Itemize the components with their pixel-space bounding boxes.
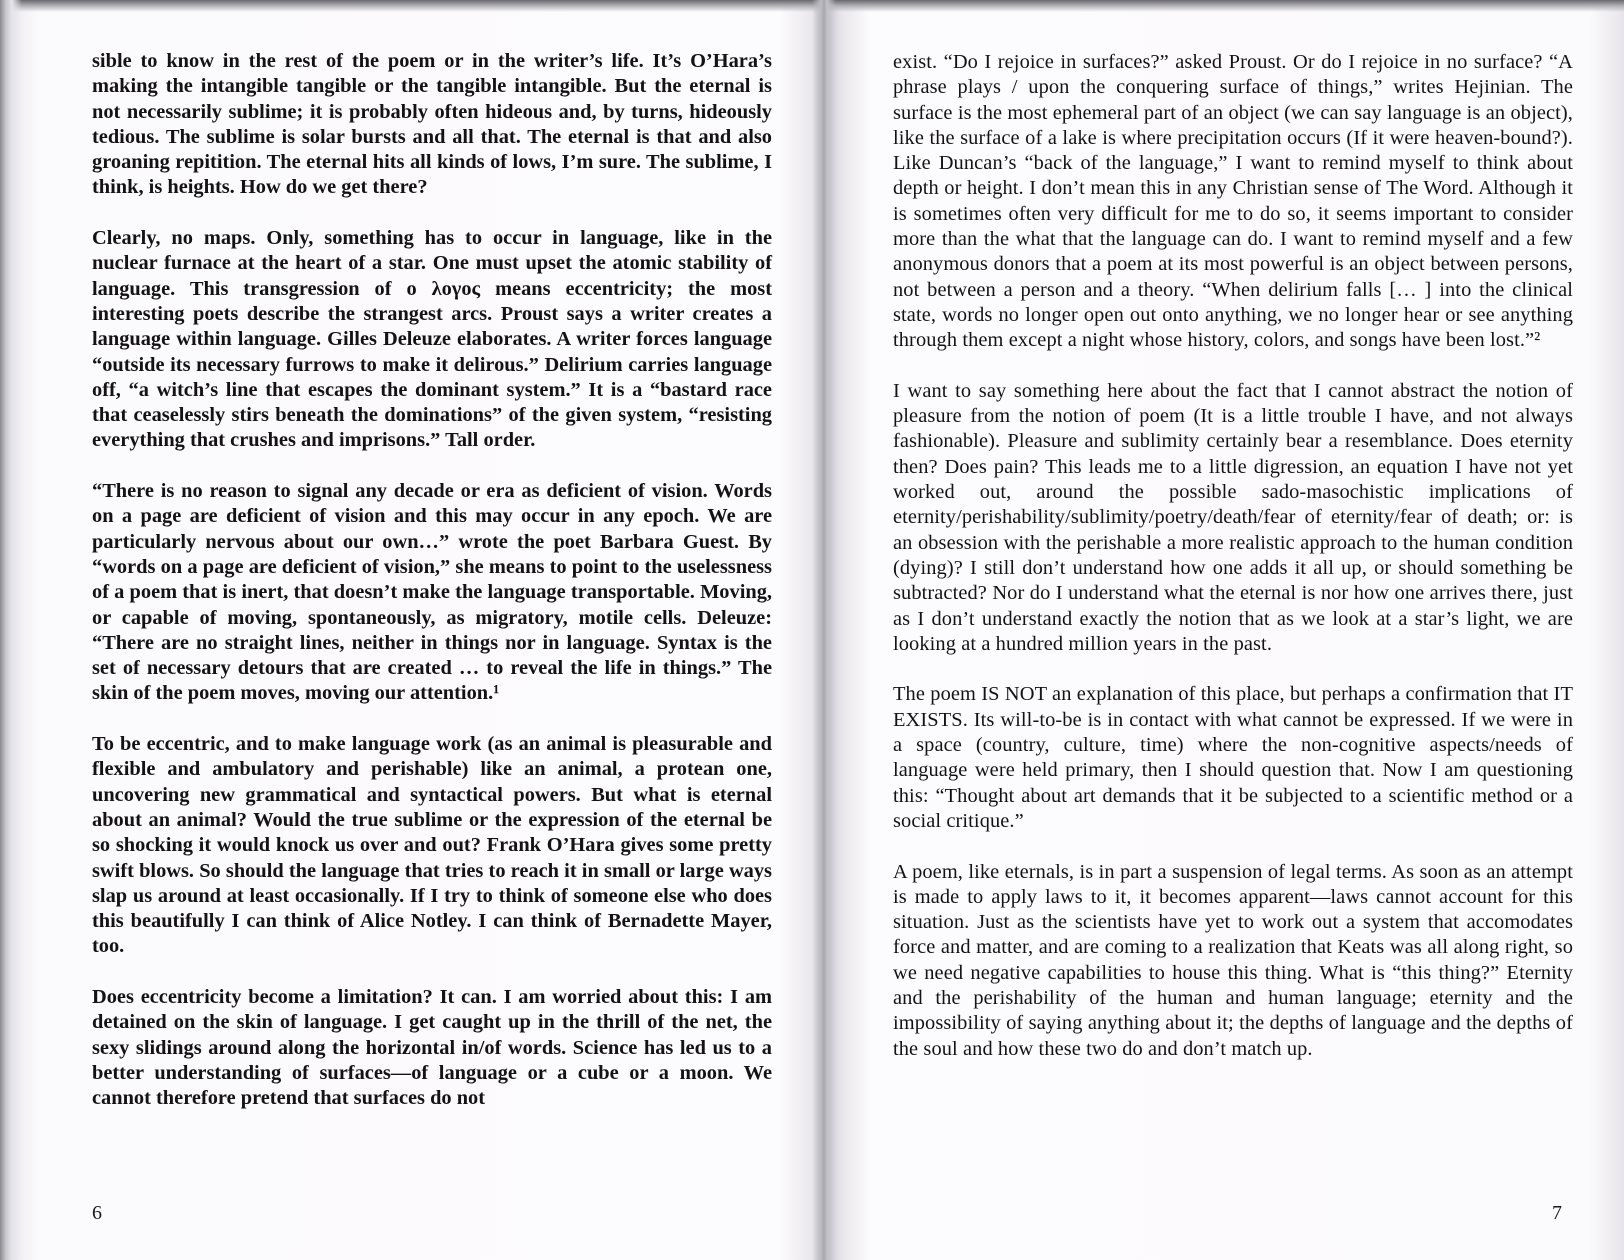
left-page-edge bbox=[0, 0, 22, 1260]
page-number: 6 bbox=[92, 1202, 102, 1224]
paragraph: Does eccentricity become a limitation? It can. I am worried about this: I am detained on the skin of language. I get caught up in the thrill of the net, the sexy slidings around along the horizontal in/of words. Science has led us to a better understanding of surfaces—of language or a cube or a moon. We cannot therefore pretend that surfaces do not bbox=[92, 985, 772, 1110]
left-page-text bbox=[92, 49, 772, 1111]
paragraph: exist. “Do I rejoice in surfaces?” asked Proust. Or do I rejoice in no surface? “A phrase plays / upon the conquering surface of things,” writes Hejinian. The surface is the most ephemeral part of an object (we can say language is an object), like the surface of a lake is where precipitation occurs (If it were heaven-bound?). Like Duncan’s “back of the language,” I want to remind myself to think about depth or height. I don’t mean this in any Christian sense of The Word. Although it is sometimes often very difficult for me to do so, it seems important to consider more than the what that the language can do. I want to remind myself and a few anonymous donors that a poem at its most powerful is an object between persons, not between a person and a theory. “When delirium falls [… ] into the clinical state, words no longer open out onto anything, we no longer hear or see anything through them except a night whose history, colors, and songs have been lost.”² bbox=[893, 51, 1573, 352]
right-page bbox=[836, 0, 1624, 1260]
paragraph: The poem IS NOT an explanation of this place, but perhaps a confirmation that IT EXISTS. Its will-to-be is in contact with what cannot be expressed. If we were in a space (country, culture, time) where the non-cognitive aspects/needs of language were held primary, then I should question that. Now I am questioning this: “Thought about art demands that it be subjected to a scientific method or a social critique.” bbox=[893, 683, 1573, 832]
right-page-text bbox=[893, 50, 1573, 1062]
paragraph: I want to say something here about the fact that I cannot abstract the notion of pleasure from the notion of poem (It is a little trouble I have, and not always fashionable). Pleasure and sublimity certainly bear a resemblance. Does eternity then? Does pain? This leads me to a little digression, an equation I have not yet worked out, around the possible sado-masochistic implications of eternity/perishability/sublimity/poetry/death/fear of eternity/fear of death; or: is an obsession with the perishable a more realistic approach to the human condition (dying)? I still don’t understand how one adds it all up, or should something be subtracted? Nor do I understand what the eternal is nor how one arrives there, just as I don’t understand exactly the notion that as we look at a star’s light, we are looking at a hundred million years in the past. bbox=[893, 379, 1573, 655]
page-number: 7 bbox=[1552, 1202, 1562, 1224]
paragraph: Clearly, no maps. Only, something has to occur in language, like in the nuclear furnace at the heart of a star. One must upset the atomic stability of language. This transgression of ο λογος means eccentricity; the most interesting poets describe the strangest arcs. Proust says a writer creates a language within language. Gilles Deleuze elaborates. A writer forces language “outside its necessary furrows to make it delirous.” Delirium carries language off, “a witch’s line that escapes the dominant system.” It is a “bastard race that ceaselessly stirs beneath the dominations” of the given system, “resisting everything that crushes and imprisons.” Tall order. bbox=[92, 227, 772, 452]
left-page bbox=[22, 0, 812, 1260]
book-gutter bbox=[812, 0, 836, 1260]
paragraph: A poem, like eternals, is in part a suspension of legal terms. As soon as an attempt is made to apply laws to it, it becomes apparent—laws cannot account for this situation. Just as the scientists have yet to work out a system that accomodates force and matter, and are coming to a realization that Keats was all along right, so we need negative capabilities to house this thing. What is “this thing?” Eternity and the perishability of the human and human language; eternity and the impossibility of saying anything about it; the depths of language and the depths of the soul and how these two do and don’t match up. bbox=[893, 860, 1573, 1060]
paragraph: “There is no reason to signal any decade or era as deficient of vision. Words on a page are deficient of vision and this may occur in any epoch. We are particularly nervous about our own…” wrote the poet Barbara Guest. By “words on a page are deficient of vision,” she means to point to the uselessness of a poem that is inert, that doesn’t make the language transportable. Moving, or capable of moving, spontaneously, as migratory, motile cells. Deleuze: “There are no straight lines, neither in things nor in language. Syntax is the set of necessary detours that are created … to reveal the life in things.” The skin of the poem moves, moving our attention.¹ bbox=[92, 480, 772, 705]
paragraph: sible to know in the rest of the poem or in the writer’s life. It’s O’Hara’s making the intangible tangible or the tangible intangible. But the eternal is not necessarily sublime; it is probably often hideous and, by turns, hideously tedious. The sublime is solar bursts and all that. The eternal is that and also groaning repitition. The eternal hits all kinds of lows, I’m sure. The sublime, I think, is heights. How do we get there? bbox=[92, 50, 772, 199]
paragraph: To be eccentric, and to make language work (as an animal is pleasurable and flexible and ambulatory and perishable) like an animal, a protean one, uncovering new grammatical and syntactical powers. But what is eternal about an animal? Would the true sublime or the expression of the eternal be so shocking it would knock us over and out? Frank O’Hara gives some pretty swift blows. So should the language that tries to reach it in small or large ways slap us around at least occasionally. If I try to think of someone else who does this beautifully I can think of Alice Notley. I can think of Bernadette Mayer, too. bbox=[92, 733, 772, 958]
